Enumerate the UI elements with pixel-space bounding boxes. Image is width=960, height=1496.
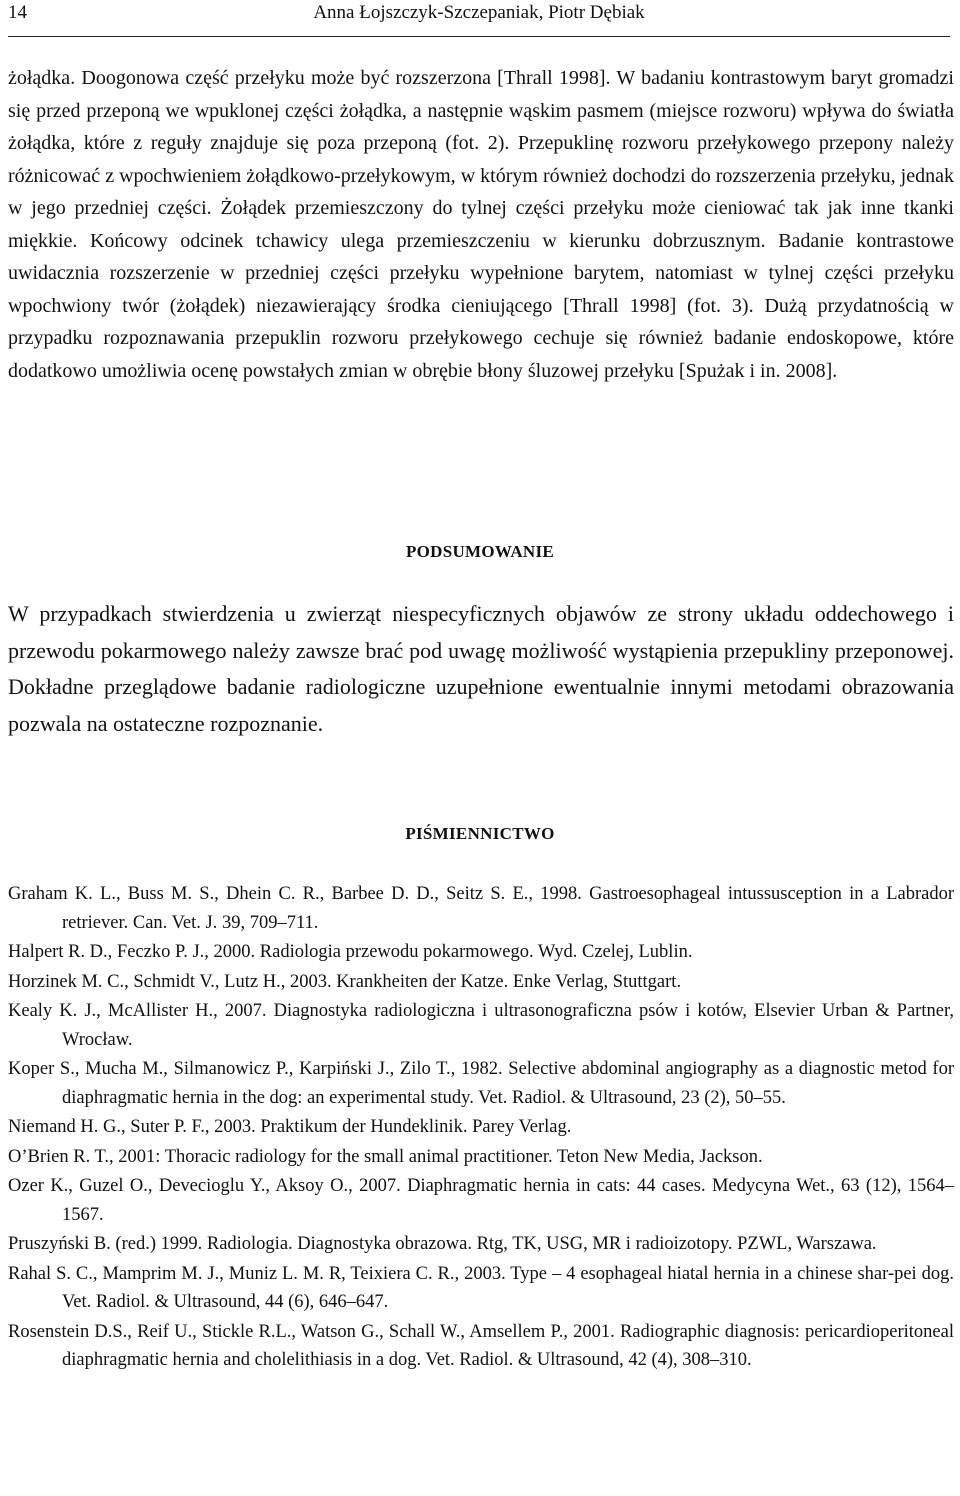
running-header [8,0,950,26]
body-paragraph: żołądka. Doogonowa część przełyku może być rozszerzona [Thrall 1998]. W badaniu kontrastowym baryt gromadzi się przed przeponą we wpuklonej części żołądka, a następnie wąskim pasmem (miejsce rozworu) wpływa do światła żołądka, które z reguły znajduje się poza przeponą (fot. 2). Przepuklinę rozworu przełykowego przepony należy różnicować z wpochwieniem żołądkowo-przełykowym, w którym również dochodzi do rozszerzenia przełyku, jednak w jego przedniej części. Żołądek przemieszczony do tylnej części przełyku może cieniować tak jak inne tkanki miękkie. Końcowy odcinek tchawicy ulega przemieszczeniu w kierunku dobrzusznym. Badanie kontrastowe uwidacznia rozszerzenie w przedniej części przełyku wypełnione barytem, natomiast w tylnej części przełyku wpochwiony twór (żołądek) niezawierający środka cieniującego [Thrall 1998] (fot. 3). Dużą przydatnością w przypadku rozpoznawania przepuklin rozworu przełykowego cechuje się również badanie endoskopowe, które dodatkowo umożliwia ocenę powstałych zmian w obrębie błony śluzowej przełyku [Spużak i in. 2008]. [8,67,954,382]
reference-item: Niemand H. G., Suter P. F., 2003. Praktikum der Hundeklinik. Parey Verlag. [8,1117,572,1137]
page-number: 14 [8,2,27,23]
reference-item: Rosenstein D.S., Reif U., Stickle R.L., Watson G., Schall W., Amsellem P., 2001. Radiographic diagnosis: pericardioperitoneal diaphragmatic hernia and cholelithiasis in a dog. Vet. Radiol. & Ultrasound, 42 (4), 308–310. [8,1321,954,1370]
reference-item: Horzinek M. C., Schmidt V., Lutz H., 2003. Krankheiten der Katze. Enke Verlag, Stuttgart. [8,971,682,992]
header-rule [8,36,950,37]
reference-item: Halpert R. D., Feczko P. J., 2000. Radiologia przewodu pokarmowego. Wyd. Czelej, Lublin. [8,942,693,962]
summary-heading: PODSUMOWANIE [405,542,555,561]
summary-paragraph: W przypadkach stwierdzenia u zwierząt niespecyficznych objawów ze strony układu oddechowego i przewodu pokarmowego należy zawsze brać pod uwagę możliwość wystąpienia przepukliny przeponowej. Dokładne przeglądowe badanie radiologiczne uzupełnione ewentualnie innymi metodami obrazowania pozwala na ostateczne rozpoznanie. [8,601,954,736]
reference-item: Kealy K. J., McAllister H., 2007. Diagnostyka radiologiczna i ultrasonograficzna psów i kotów, Elsevier Urban & Partner, Wrocław. [8,1001,954,1050]
reference-item: Koper S., Mucha M., Silmanowicz P., Karpiński J., Zilo T., 1982. Selective abdominal angiography as a diagnostic metod for diaphragmatic hernia in the dog: an experimental study. Vet. Radiol. & Ultrasound, 23 (2), 50–55. [8,1059,954,1108]
references-heading: PIŚMIENNICTWO [405,824,555,843]
reference-item: Graham K. L., Buss M. S., Dhein C. R., Barbee D. D., Seitz S. E., 1998. Gastroesophageal intussusception in a Labrador retriever. Can. Vet. J. 39, 709–711. [8,884,954,933]
reference-item: Ozer K., Guzel O., Devecioglu Y., Aksoy O., 2007. Diaphragmatic hernia in cats: 44 cases. Medycyna Wet., 63 (12), 1564–1567. [8,1176,954,1225]
reference-list [8,880,954,1376]
reference-item: Rahal S. C., Mamprim M. J., Muniz L. M. R, Teixiera C. R., 2003. Type – 4 esophageal hiatal hernia in a chinese shar-pei dog. Vet. Radiol. & Ultrasound, 44 (6), 646–647. [8,1263,954,1312]
running-header-authors: Anna Łojszczyk-Szczepaniak, Piotr Dębiak [313,2,645,23]
reference-item: Pruszyński B. (red.) 1999. Radiologia. Diagnostyka obrazowa. Rtg, TK, USG, MR i radioizotopy. PZWL, Warszawa. [8,1234,877,1254]
reference-item: O’Brien R. T., 2001: Thoracic radiology for the small animal practitioner. Teton New Media, Jackson. [8,1146,763,1167]
